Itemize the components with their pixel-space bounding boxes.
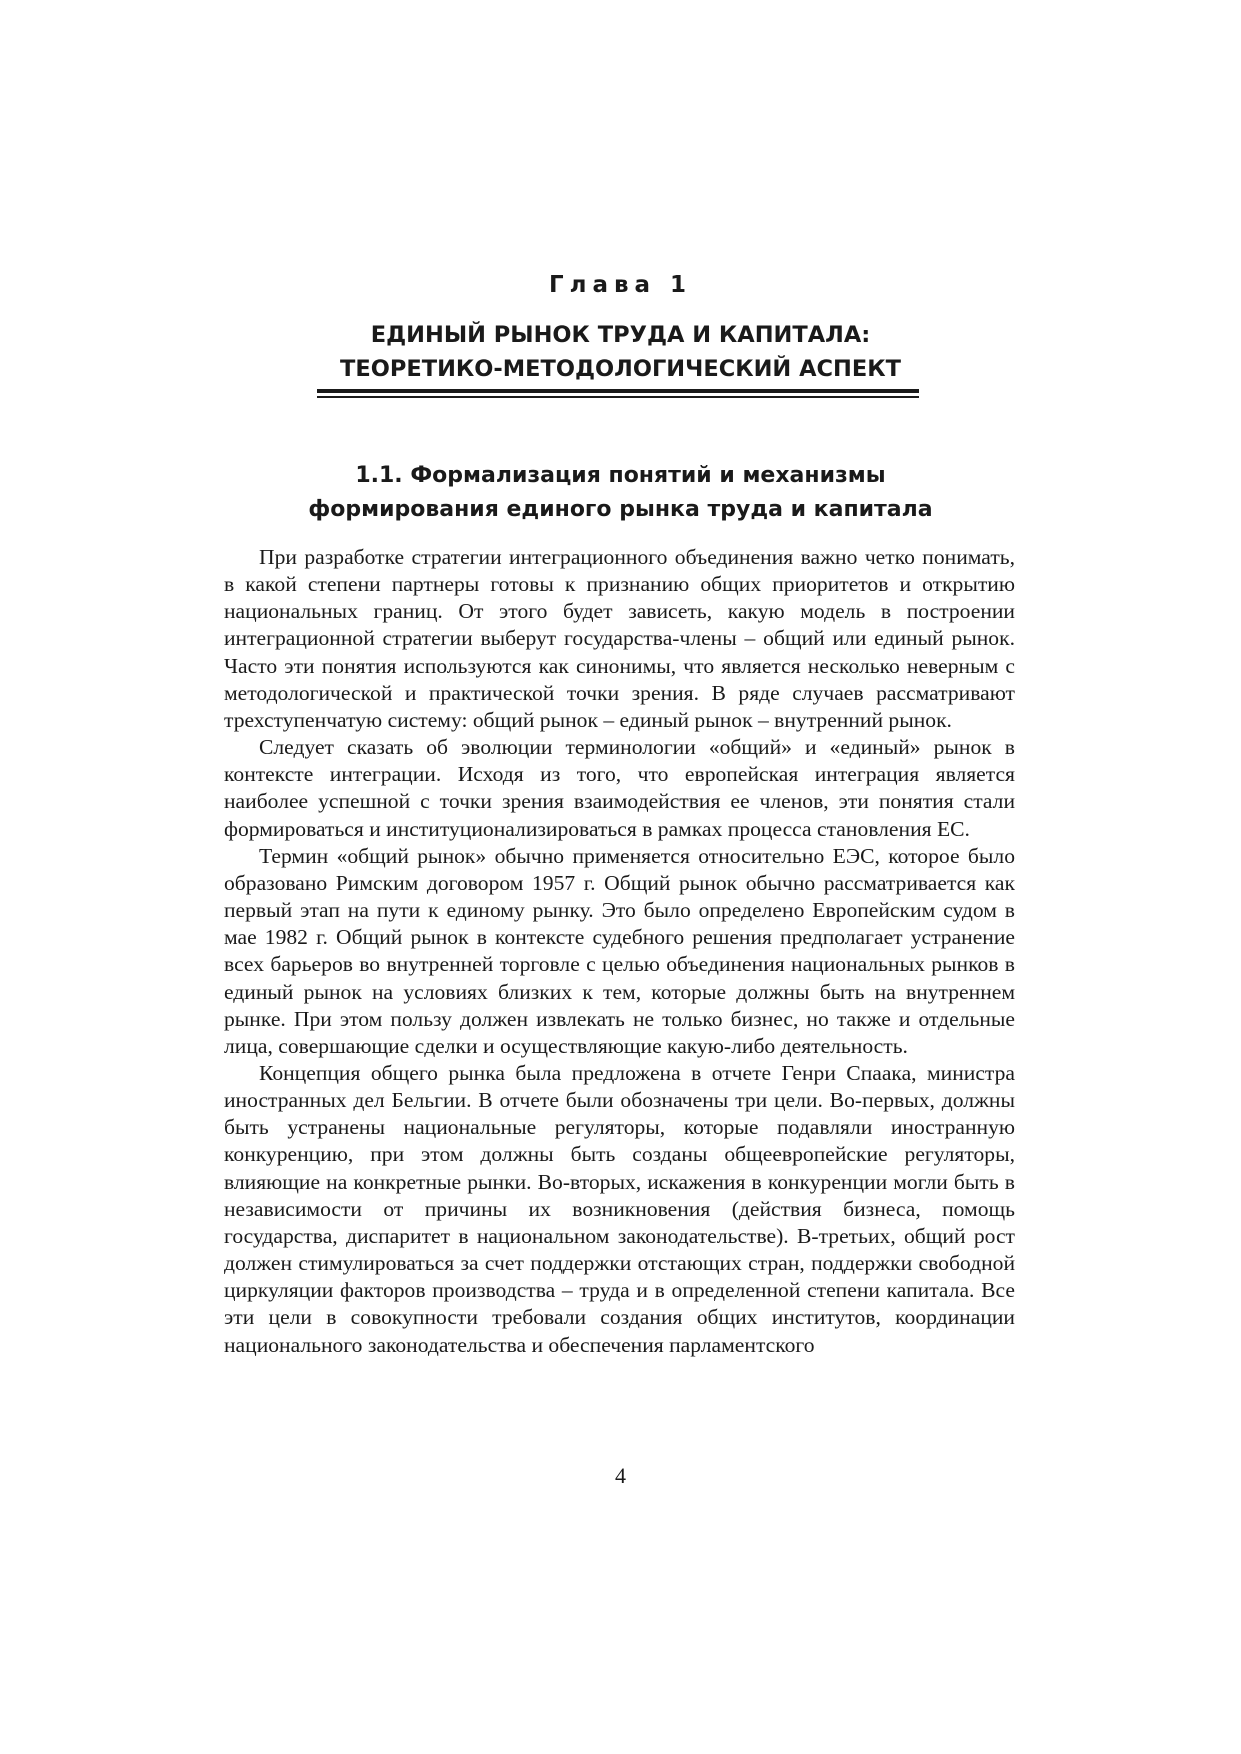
paragraph: Концепция общего рынка была предложена в отчете Генри Спаака, министра иностранных дел Бельгии. В отчете были обозначены три цели. Во-первых, должны быть устранены национальные регуляторы, которые подавляли иностранную конкуренцию, при этом должны быть созданы общеевропейские регуляторы, влияющие на конкретные рынки. Во-вторых, искажения в конкуренции могли быть в независимости от причины их возникновения (действия бизнеса, помощь государства, диспаритет в национальном законодательстве). В-третьих, общий рост должен стимулироваться за счет поддержки отстающих стран, поддержки свободной циркуляции факторов производства – труда и в определенной степени капитала. Все эти цели в совокупности требовали создания общих институтов, координации национального законодательства и обеспечения парламентского [224,1060,1015,1357]
chapter-title [0,318,1241,386]
chapter-label: Глава 1 [548,272,693,298]
body-text [224,544,1015,1359]
title-divider-thick [317,389,919,393]
title-divider-thin [317,396,919,398]
page-number: 4 [615,1463,626,1488]
paragraph: Следует сказать об эволюции терминологии «общий» и «единый» рынок в контексте интеграции. Исходя из того, что европейская интеграция является наиболее успешной с точки зрения взаимодействия ее членов, эти понятия стали формироваться и институционализироваться в рамках процесса становления ЕС. [224,735,1015,841]
section-title [0,459,1241,527]
paragraph: При разработке стратегии интеграционного объединения важно четко понимать, в какой степени партнеры готовы к признанию общих приоритетов и открытию национальных границ. От этого будет зависеть, какую модель в построении интеграционной стратегии выберут государства-члены – общий или единый рынок. Часто эти понятия используются как синонимы, что является несколько неверным с методологической и практической точки зрения. В ряде случаев рассматривают трехступенчатую систему: общий рынок – единый рынок – внутренний рынок. [224,545,1015,732]
section-title-line-2: формирования единого рынка труда и капитала [308,497,933,522]
chapter-title-line-2: ТЕОРЕТИКО-МЕТОДОЛОГИЧЕСКИЙ АСПЕКТ [340,356,901,382]
chapter-title-line-1: ЕДИНЫЙ РЫНОК ТРУДА И КАПИТАЛА: [370,322,871,348]
section-title-line-1: 1.1. Формализация понятий и механизмы [355,463,886,488]
paragraph: Термин «общий рынок» обычно применяется относительно ЕЭС, которое было образовано Римским договором 1957 г. Общий рынок обычно рассматривается как первый этап на пути к единому рынку. Это было определено Европейским судом в мае 1982 г. Общий рынок в контексте судебного решения предполагает устранение всех барьеров во внутренней торговле с целью объединения национальных рынков в единый рынок на условиях близких к тем, которые должны быть на внутреннем рынке. При этом пользу должен извлекать не только бизнес, но также и отдельные лица, совершающие сделки и осуществляющие какую-либо деятельность. [224,843,1015,1058]
